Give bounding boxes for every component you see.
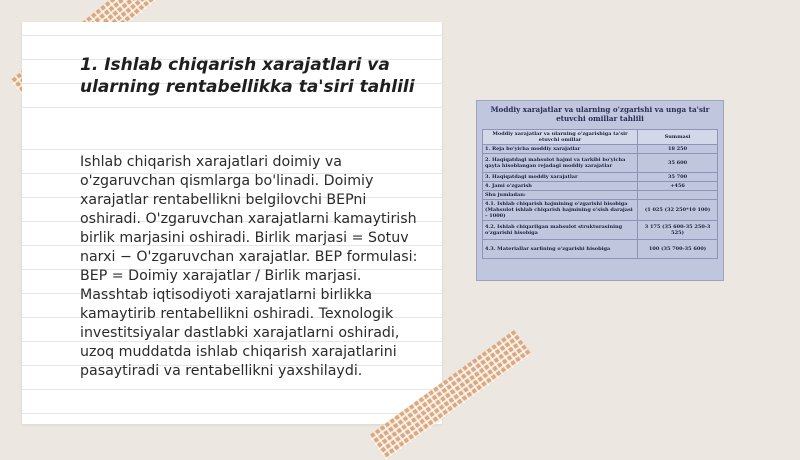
table-screenshot-image xyxy=(476,100,724,281)
slide-body-text: Ishlab chiqarish xarajatlari doimiy va o'zgaruvchan qismlarga bo'linadi. Doimiy xarajatlar rentabellikni belgilovchi BEPni oshiradi. O'zgaruvchan xarajatlarni kamaytirish birlik marjasini oshiradi. Birlik marjasi = Sotuv narxi − O'zgaruvchan xarajatlar. BEP formulasi: BEP = Doimiy xarajatlar / Birlik marjasi. Masshtab iqtisodiyoti xarajatlarni birlikka kamaytirib rentabellikni oshiradi. Texnologik investitsiyalar dastlabki xarajatlarni oshiradi, uzoq muddatda ishlab chiqarish xarajatlarini pasaytiradi va rentabellikni yaxshilaydi. xyxy=(80,154,418,379)
table-cell-value: +456 xyxy=(638,182,718,191)
table-cell-value: 3 175 (35 600-35 250-3 525) xyxy=(638,221,718,240)
table-row xyxy=(483,191,718,200)
table-row xyxy=(483,173,718,182)
table-row xyxy=(483,240,718,259)
table-cell-label: 4.2. Ishlab chiqarilgan mahsulot strukturasining o'zgarishi hisobiga xyxy=(483,221,638,240)
table-row xyxy=(483,154,718,173)
table-cell-label: 3. Haqiqatdagi moddiy xarajatlar xyxy=(483,173,638,182)
table-cell-value: (1 025 (32 250*10 100) xyxy=(638,200,718,221)
table-cell-value xyxy=(638,191,718,200)
table-cell-value: 35 700 xyxy=(638,173,718,182)
slide-title: 1. Ishlab chiqarish xarajatlari va ularning rentabellikka ta'siri tahlili xyxy=(80,55,415,97)
table-row xyxy=(483,182,718,191)
table-header-cell: Summasi xyxy=(638,130,718,145)
table-row xyxy=(483,200,718,221)
table-cell-label: 4.1. Ishlab chiqarish hajmining o'zgarishi hisobiga (Mahsulot ishlab chiqarish hajmining o'sish darajasi – 1000) xyxy=(483,200,638,221)
table-image-title: Moddiy xarajatlar va ularning o'zgarishi va unga ta'sir etuvchi omillar tahlili xyxy=(490,105,710,123)
table-row xyxy=(483,145,718,154)
table-cell-value: 100 (35 700-35 600) xyxy=(638,240,718,259)
table-cell-label: 2. Haqiqatdagi mahsulot hajmi va tarkibi bo'yicha qayta hisoblangan rejadagi moddiy xarajatlar xyxy=(483,154,638,173)
table-cell-value: 35 600 xyxy=(638,154,718,173)
table-row xyxy=(483,221,718,240)
table-cell-label: 4. Jami o'zgarish xyxy=(483,182,638,191)
table-header-row xyxy=(483,130,718,145)
factor-analysis-table xyxy=(482,129,718,259)
table-cell-label: 1. Reja bo'yicha moddiy xarajatlar xyxy=(483,145,638,154)
table-cell-value: 18 250 xyxy=(638,145,718,154)
table-cell-label: 4.3. Materiallar sarfining o'zgarishi hisobiga xyxy=(483,240,638,259)
table-cell-label: Shu jumladan: xyxy=(483,191,638,200)
table-header-cell: Moddiy xarajatlar va ularning o'zgarishiga ta'sir etuvchi omillar xyxy=(483,130,638,145)
